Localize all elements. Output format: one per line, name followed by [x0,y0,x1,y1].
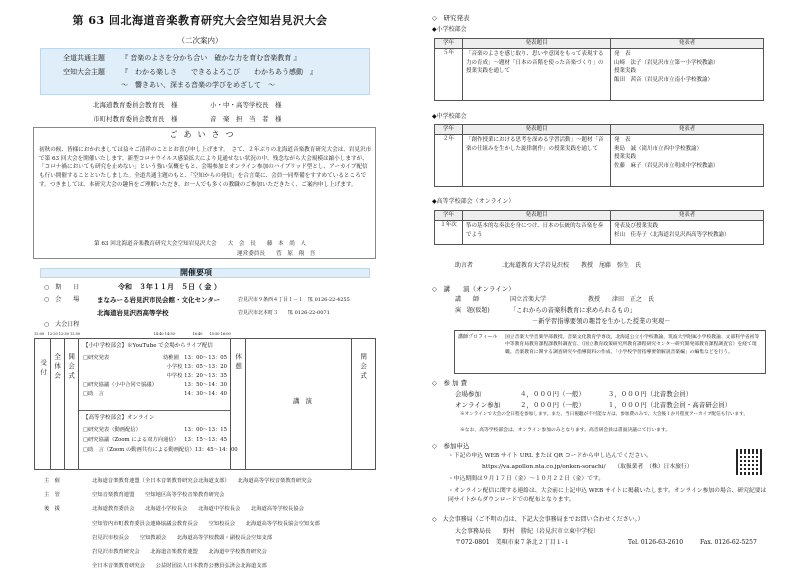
elem-label: ◆小学校部会 [432,26,467,33]
fee-note-1: ※オンラインで大会の全日程を参加します。また、当日視聴が不可能な方は、参加費のみで、大会後１か月程度アーカイブ配信も行います。 [460,412,748,417]
page-title: 第 63 回北海道音楽教育研究大会空知岩見沢大会 [72,14,328,27]
page-subtitle: （二次案内） [177,36,223,45]
apply-line-3: ・オンライン配信に関する連絡は、大会前に上記申込 WEB サイトに掲載いたします。オンライン参加の場合、研究紀要は同サイトからダウンロードでの配布となります。 [448,488,767,504]
lecturer-label: 講 師 [455,296,480,303]
sponsor-text: 岩見沢市教育研究会 北海道音楽教育連盟 北海道中学校教育研究会 [92,549,267,556]
fee-note-2: ※なお、高等学校部会は、オンライン参加のみとなります。高音研会員は書面決議にて行います。 [460,428,671,433]
org-1: 北海道教育委員会教育長 様 [93,101,178,109]
research-heading: ◇ 研究発表 [432,14,470,22]
greeting-body: 初秋の候、皆様におかれましては益々ご清祥のこととお喜び申し上げます。 さて、２年ぶりの北海道音楽教育研究大会は、岩見沢市で第 63 回大会を開催いたします。新型コロナウイルス感染拡大により見通せない状況の中、残念ながら大会規模は縮小しますが、「コロナ禍においても研究を止めない」という強い気概をもと、会場参加とオンライン参加のハイブリッド型とし、アーカイブ配信も行い開催することといたしました。全道共通主題のもと、「空知からの発信」を合言葉に、会員一同準備をすすめているところです。つきましては、本研究大会の趣旨をご理解いただき、お一人でも多くの教職のご参加いただきたく、ご案内申し上げます。 [39,147,372,188]
col-topic: 発表題目 [463,125,611,135]
org-1-role: 小・中・高等学校長 様 [210,101,282,109]
sched-opening: 開会式 [67,353,76,382]
venue-2: 北海道岩見沢西高等学校 [97,309,169,317]
qr-code-icon[interactable] [736,449,762,475]
hs-label: ◆高等学校部会（オンライン） [432,198,515,205]
schedule-times: 12:00 12:20 12:30 12:50 14:40 14:50 16:40 15:50 16:00 [34,332,231,336]
elem-row-name: □助 言 [83,391,104,397]
col-presenter: 発表者 [611,39,764,49]
high-row-name: □研究協議（Zoom による双方向通信） [83,437,179,443]
sponsor-label: 後 援 [44,506,60,513]
lecture-title-label: 演 題(仮題) [455,307,490,314]
jh-topic: 「創作授業における思考を深める学習活動」～題材「音楽の仕組みを生かした旋律創作」の授業実践を通して [463,134,611,186]
advisor: 助言者 北海道教育大学岩見沢校 教授 尾藤 弥生 氏 [455,262,642,269]
common-theme-text: 『 音楽のよさを分かち合い 確かな力を育む音楽教育 』 [121,54,301,62]
venue-1-address: 岩見沢市９条西４丁目１－１ ℡ 0126-22-4255 [238,297,350,303]
high-row-time: 13：45～14：00 [194,447,238,453]
sponsor-text: 岩見沢市校長会 空知教頭会 北海道高等学校教頭・副校長会空知支部 [92,534,273,541]
elem-row-time: 14：30～14：40 [184,391,227,397]
hs-research-table [434,210,764,245]
greeting-heading: ごあいさつ [169,130,240,139]
sponsor-text: 北海道教育委員会 北海道小学校長会 北海道中学校長会 北海道高等学校長協会 [92,506,304,513]
fee-online-label: オンライン参加 [455,401,501,409]
elem-topic: 「音楽のよさを感じ取り、思いや意図をもって表現する力の育成」～題材「日本の音階を使った音楽づくり」の授業実践を通して [463,48,611,100]
schedule-table [34,338,376,470]
hs-topic: 筝の基本的な奏法を身につけ、日本の伝統的な音楽を奏でよう [463,220,611,244]
sponsor-list [92,474,320,573]
elem-grade: ５年 [435,48,463,100]
theme-box [40,48,370,95]
office-fax: Fax. 0126-62-5257 [700,539,757,546]
col-presenter: 発表者 [611,211,764,221]
col-topic: 発表題目 [463,211,611,221]
sched-plenary: 全体会 [53,353,62,382]
high-rows [83,427,238,457]
greeting-sign-2: 運営委員長 菅 原 翔 吾 [237,251,316,257]
office-tel: Tel. 0126-63-2610 [628,539,684,546]
fee-online: ２，０００円（一般） １，０００円（北音教会員・高音研会員） [520,401,732,409]
elem-section-title: 【小中学校部会】※YouTube で会場からライブ配信 [83,343,213,349]
high-row-time: 13：15～13：45 [184,437,227,443]
outline-heading: 開催要項 [180,267,212,277]
date-value: 令和 ３年１１月 ５日（ 金 ） [118,282,221,291]
col-topic: 発表題目 [463,39,611,49]
col-grade: 学年 [435,211,463,221]
jh-grade: ２年 [435,134,463,186]
elem-row-time: 13：50～14：30 [184,382,227,388]
lecture-title-2: －新学習指導要領の趣旨を生かした授業の実現－ [532,318,671,325]
elem-row-time: 小学校 13：05～13：20 [166,364,227,370]
greeting-sign-1: 第 63 回北海道音楽教育研究大会空知岩見沢大会 大 会 長 藤 本 尚 人 [94,241,307,247]
lecture-title-1: 「これからの音楽科教育に求められるもの」 [510,307,636,314]
elem-research-table [434,38,764,101]
sponsor-text: 空知管内市町教育委員会連絡協議会教育長会 空知校長会 北海道高等学校長協会空知支部 [92,520,320,527]
sponsor-label: 主 管 [44,492,60,499]
sched-closing: 閉会式 [359,353,368,382]
date-label: ○ 期 日 [44,284,80,291]
fee-venue-label: 会場参加 [455,390,481,398]
elem-rows [83,355,227,400]
venue-label: ○ 会 場 [44,296,80,303]
hs-grade: １年次 [435,220,463,244]
elem-row-time: 中学校 13：20～13：35 [166,373,227,379]
common-theme-label: 全道共通主題 [63,54,105,62]
elem-row-time: 幼稚園 13：00～13：05 [162,355,227,361]
lecture-heading: ◇ 講 演（オンライン） [432,285,515,293]
sorachi-theme-text: 『 わかる楽しさ できるよろこび わかちあう感動 』 [121,68,317,76]
apply-line-2: ・申込期間は９月１７日（金）～１０月２２日（金）です。 [448,476,605,482]
high-row-name: □助 言（Zoom の動画共有による動画配信） [83,447,195,453]
apply-url[interactable]: https://va.apollon.nta.co.jp/onken-sorachi/ （取扱業者 （株）日本旅行） [482,464,693,470]
org-2-role: 音 楽 担 当 者 様 [210,115,282,123]
venue-2-address: 岩見沢市北本町３ ℡ 0126-22-0071 [238,310,330,316]
sched-break: 休憩 [234,353,243,372]
jh-label: ◆中学校部会 [432,113,467,120]
elem-row-name: □研究協議（小中合同で協議） [83,382,157,388]
office-chief: 大会事務局長 野村 勝紀（岩見沢市立東中学校） [455,528,600,535]
profile-box [454,330,766,374]
elem-presenters: 発 表 山崎 法子（岩見沢市立第一小学校教諭） 授業実践 飯田 茜音（岩見沢市立南小学校教諭） [611,48,764,100]
profile-label: 講師プロフィール [458,334,498,340]
sponsor-label: 主 催 [44,478,60,484]
col-grade: 学年 [435,125,463,135]
apply-line-1: ・下記の申込 WEB サイト URL または QR コードから申し込んでください。 [448,453,652,459]
office-address: 〒072-0801 美唄市東７条北２丁目１-１ [455,539,570,546]
high-row-time: 13：00～13：15 [184,427,227,433]
lecturer: 国立音楽大学 教授 津田 正之 氏 [510,296,655,303]
fee-heading: ◇ 参 加 費 [432,379,468,387]
col-grade: 学年 [435,39,463,49]
sponsor-labels [44,474,60,517]
jh-presenters: 発 表 奥島 誠（滝川市立西中学校教諭） 授業実践 佐藤 麻子（岩見沢市立明成中学校教諭） [611,134,764,186]
sched-lecture: 講演 [293,397,318,405]
hs-presenters: 発表及び授業実践 杉山 佳寿子（北海道岩見沢西高等学校教諭） [611,220,764,244]
sponsor-text: 全日本音楽教育研究会 公益財団法人日本教育公務員弘済会北海道支部 [92,563,267,570]
office-heading: ◇ 大会事務局（ご不明の点は、下記大会事務局までお問い合わせください。） [432,516,644,523]
fee-venue: ４，０００円（一般） ３，０００円（北音教会員） [520,390,693,398]
greeting-box [33,127,376,259]
profile-text: 国立音楽大学音楽学部教授。音楽文化教育学専攻。北海道公立小学校教諭、筑波大学附属小学校教諭、文部科学省初等中等教育局教育課程課教科調査官、（国立教育政策研究所教育課程研究センター研究開発部教育課程調査官）を経て現職。音楽教育に関する調査研究や指導資料の作成、「小学校学習指導要領解説音楽編」の編集などを行う。 [505,335,760,355]
org-2: 市町村教育委員会教育長 様 [93,115,178,123]
elem-row-name: □研究発表 [83,355,110,361]
high-row-name: □研究発表（動画配信） [83,427,141,433]
high-section-title: 【高等学校部会】オンライン [83,415,155,421]
sched-reception: 受付 [39,359,48,378]
col-presenter: 発表者 [611,125,764,135]
venue-1: まなみーる岩見沢市民会館・文化センター [97,296,221,304]
sponsor-text: 空知音楽教育連盟 空知地区高等学校音楽教育研究会 [92,492,225,499]
sorachi-theme-label: 空知大会主題 [63,68,105,76]
apply-heading: ◇ 参加申込 [432,442,470,450]
sub-theme-text: ～ 響きあい、深まる音楽の学びをめざして ～ [121,81,275,89]
jh-research-table [434,124,764,187]
schedule-label: ○ 大会日程 [44,321,80,328]
sponsor-text: 北海道音楽教育連盟（全日本音楽教育研究会北海道支部） 北海道高等学校音楽教育研究会 [92,478,312,484]
